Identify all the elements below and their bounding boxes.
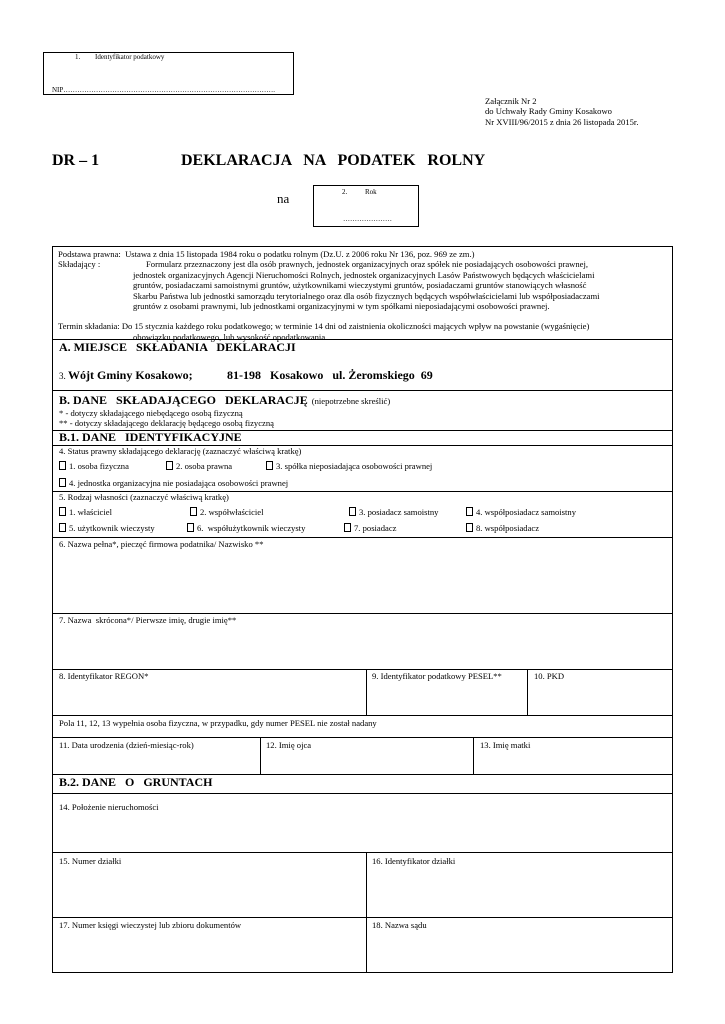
status-option-partnership[interactable]: 3. spółka nieposiadająca osobowości prawnej	[266, 461, 432, 471]
year-number: 2.	[342, 188, 348, 196]
filer-line-2: jednostek organizacyjnych Agencji Nieruchomości Rolnych, jednostek organizacyjnych Lasów Państwowych będących właścicielami	[133, 269, 595, 280]
checkbox[interactable]	[59, 478, 66, 487]
land-register-label: 17. Numer księgi wieczystej lub zbioru dokumentów	[59, 920, 242, 930]
plot-id-field[interactable]	[367, 868, 672, 916]
year-dots[interactable]: …………………	[343, 215, 392, 223]
status-option-natural-person[interactable]: 1. osoba fizyczna	[59, 461, 129, 471]
ownership-option-perpetual-user[interactable]: 5. użytkownik wieczysty	[59, 523, 155, 533]
checkbox[interactable]	[166, 461, 173, 470]
ownership-option-owner[interactable]: 1. właściciel	[59, 507, 112, 517]
property-location-label: 14. Położenie nieruchomości	[59, 802, 159, 812]
attachment-line-1: Załącznik Nr 2	[485, 96, 537, 106]
checkbox[interactable]	[266, 461, 273, 470]
form-title: DEKLARACJA NA PODATEK ROLNY	[181, 152, 486, 169]
checkbox[interactable]	[349, 507, 356, 516]
plot-number-field[interactable]	[53, 868, 365, 916]
footnote-legal-entity: * - dotyczy składającego niebędącego osobą fizyczną	[59, 408, 243, 418]
legal-basis-label: Podstawa prawna:	[58, 249, 121, 259]
na-label: na	[277, 191, 290, 206]
ownership-option-co-owner[interactable]: 2. współwłaściciel	[190, 507, 263, 517]
plot-id-label: 16. Identyfikator działki	[372, 856, 456, 866]
birth-date-field[interactable]	[53, 752, 259, 773]
checkbox[interactable]	[59, 523, 66, 532]
checkbox[interactable]	[466, 507, 473, 516]
pkd-label: 10. PKD	[534, 671, 565, 681]
legal-status-label: 4. Status prawny składającego deklarację (zaznaczyć właściwą kratkę)	[59, 446, 302, 456]
ownership-type-label: 5. Rodzaj własności (zaznaczyć właściwą kratkę)	[59, 492, 229, 502]
tax-office-address: 81-198 Kosakowo ul. Żeromskiego 69	[227, 368, 433, 382]
full-name-field[interactable]	[53, 552, 672, 612]
section-b-header	[59, 391, 390, 409]
ownership-option-independent-holder[interactable]: 3. posiadacz samoistny	[349, 507, 438, 517]
mother-name-field[interactable]	[474, 752, 672, 773]
checkbox[interactable]	[59, 461, 66, 470]
full-name-label: 6. Nazwa pełna*, pieczęć firmowa podatnika/ Nazwisko **	[59, 539, 264, 549]
father-name-field[interactable]	[261, 752, 472, 773]
section-b2-title: B.2. DANE O GRUNTACH	[59, 775, 213, 789]
filer-line-5: gruntów z osobami prawnymi, lub jednostkami organizacyjnymi w tym spółkami nieposiadającymi osobowości prawnej.	[133, 301, 550, 312]
footnote-natural-person: ** - dotyczy składającego deklarację będącego osobą fizyczną	[59, 418, 274, 428]
ownership-option-perpetual-co-user[interactable]: 6. współużytkownik wieczysty	[187, 523, 305, 533]
property-location-field[interactable]	[53, 815, 672, 851]
filer-line-3: gruntów, posiadaczami samoistnymi gruntów, użytkownikami wieczystymi gruntów, posiadaczami gruntów stanowiących własność	[133, 280, 587, 291]
birth-date-label: 11. Data urodzenia (dzień-miesiąc-rok)	[59, 740, 194, 750]
checkbox[interactable]	[466, 523, 473, 532]
checkbox[interactable]	[344, 523, 351, 532]
checkbox[interactable]	[190, 507, 197, 516]
nip-box-label: Identyfikator podatkowy	[95, 53, 165, 61]
section-a-number: 3.	[59, 371, 66, 381]
form-code: DR – 1	[52, 152, 100, 169]
filer-line-1: Formularz przeznaczony jest dla osób prawnych, jednostek organizacyjnych oraz spółek nie posiadających osobowości prawnej,	[146, 259, 589, 270]
deadline-line-2: obowiązku podatkowego, lub wysokość opodatkowania.	[133, 331, 328, 342]
ownership-option-independent-co-holder[interactable]: 4. współposiadacz samoistny	[466, 507, 576, 517]
section-b1-title: B.1. DANE IDENTYFIKACYJNE	[59, 430, 242, 444]
section-b-note: (niepotrzebne skreślić)	[311, 396, 391, 406]
father-name-label: 12. Imię ojca	[266, 740, 312, 750]
ownership-option-co-holder[interactable]: 8. współposiadacz	[466, 523, 539, 533]
deadline-label: Termin składania:	[58, 321, 120, 332]
checkbox[interactable]	[59, 507, 66, 516]
nip-box-number: 1.	[75, 53, 81, 61]
pesel-label: 9. Identyfikator podatkowy PESEL**	[372, 671, 502, 681]
section-b-title: B. DANE SKŁADAJĄCEGO DEKLARACJĘ	[59, 393, 308, 407]
status-option-org-unit[interactable]: 4. jednostka organizacyjna nie posiadająca osobowości prawnej	[59, 478, 288, 488]
fields-11-13-note: Pola 11, 12, 13 wypełnia osoba fizyczna, w przypadku, gdy numer PESEL nie został nadany	[59, 718, 377, 728]
status-option-legal-person[interactable]: 2. osoba prawna	[166, 461, 232, 471]
basis-block	[58, 249, 670, 342]
land-register-field[interactable]	[53, 932, 365, 972]
nip-field[interactable]: NIP……………………………………………………………………………….	[52, 86, 276, 94]
regon-field[interactable]	[53, 684, 365, 714]
attachment-note	[485, 96, 638, 127]
filer-label: Składający :	[58, 259, 101, 270]
attachment-line-2: do Uchwały Rady Gminy Kosakowo	[485, 106, 612, 117]
court-name-field[interactable]	[367, 932, 672, 972]
year-label: Rok	[365, 188, 377, 196]
plot-number-label: 15. Numer działki	[59, 856, 122, 866]
legal-basis-text: Ustawa z dnia 15 listopada 1984 roku o podatku rolnym (Dz.U. z 2006 roku Nr 136, poz. 969 ze zm.)	[125, 249, 475, 259]
checkbox[interactable]	[187, 523, 194, 532]
regon-label: 8. Identyfikator REGON*	[59, 671, 149, 681]
short-name-field[interactable]	[53, 628, 672, 668]
court-name-label: 18. Nazwa sądu	[372, 920, 427, 930]
pesel-field[interactable]	[367, 684, 526, 714]
mother-name-label: 13. Imię matki	[480, 740, 531, 750]
section-a-title: A. MIEJSCE SKŁADANIA DEKLARACJI	[59, 340, 296, 354]
tax-office: Wójt Gminy Kosakowo;	[68, 368, 193, 382]
pkd-field[interactable]	[528, 684, 672, 714]
deadline-line-1: Do 15 stycznia każdego roku podatkowego; w terminie 14 dni od zaistnienia okoliczności mających wpływ na powstanie (wygaśnięcie)	[121, 321, 590, 332]
ownership-option-holder[interactable]: 7. posiadacz	[344, 523, 396, 533]
short-name-label: 7. Nazwa skrócona*/ Pierwsze imię, drugie imię**	[59, 615, 237, 625]
filer-line-4: Skarbu Państwa lub jednostki samorządu terytorialnego oraz dla osób fizycznych będących współwłaścicielami lub współposiadaczami	[133, 290, 600, 301]
attachment-line-3: Nr XVIII/96/2015 z dnia 26 listopada 2015r.	[485, 116, 639, 127]
